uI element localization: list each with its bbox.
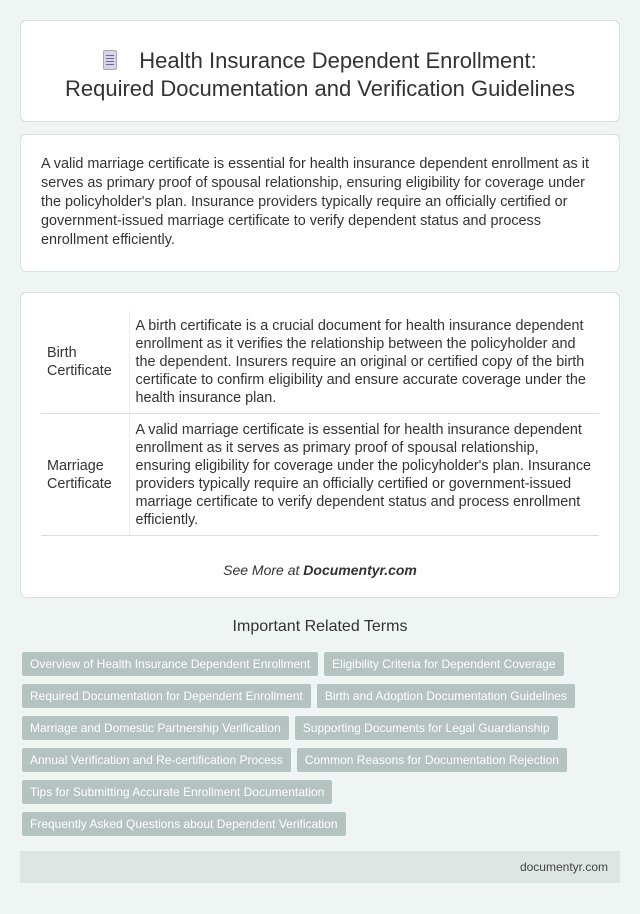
definitions-card bbox=[20, 292, 620, 598]
table-row bbox=[41, 414, 599, 536]
related-terms-list bbox=[22, 652, 622, 844]
title-line-2: Required Documentation and Verification Guidelines bbox=[65, 76, 575, 101]
related-term-tag[interactable]: Marriage and Domestic Partnership Verification bbox=[22, 716, 289, 740]
related-term-tag[interactable]: Overview of Health Insurance Dependent Enrollment bbox=[22, 652, 318, 676]
related-term-tag[interactable]: Tips for Submitting Accurate Enrollment Documentation bbox=[22, 780, 332, 804]
intro-card bbox=[20, 134, 620, 272]
related-term-tag[interactable]: Supporting Documents for Legal Guardianship bbox=[295, 716, 558, 740]
related-term-tag[interactable]: Frequently Asked Questions about Dependent Verification bbox=[22, 812, 346, 836]
related-term-tag[interactable]: Required Documentation for Dependent Enrollment bbox=[22, 684, 311, 708]
description-cell: A valid marriage certificate is essential for health insurance dependent enrollment as it serves as primary proof of spousal relationship, ensuring eligibility for coverage under the policyholder's plan. Insurance providers typically require an officially certified or government-issued marriage certificate to verify dependent status and process enrollment efficiently. bbox=[129, 414, 599, 536]
description-cell: A birth certificate is a crucial document for health insurance dependent enrollment as it verifies the relationship between the policyholder and the dependent. Insurers require an original or certified copy of the birth certificate to confirm eligibility and ensure accurate coverage under the health insurance plan. bbox=[129, 311, 599, 414]
related-term-tag[interactable]: Common Reasons for Documentation Rejection bbox=[297, 748, 567, 772]
definitions-table bbox=[41, 311, 599, 536]
see-more-link[interactable] bbox=[41, 562, 599, 578]
footer-site[interactable]: documentyr.com bbox=[519, 860, 608, 874]
title-card bbox=[20, 20, 620, 122]
term-cell: Marriage Certificate bbox=[41, 414, 129, 536]
document-icon bbox=[103, 50, 117, 70]
see-more-site[interactable]: Documentyr.com bbox=[303, 562, 417, 578]
related-terms-heading: Important Related Terms bbox=[232, 618, 408, 635]
see-more-prefix: See More at bbox=[223, 562, 304, 578]
related-term-tag[interactable]: Annual Verification and Re-certification Process bbox=[22, 748, 291, 772]
title-line-1: Health Insurance Dependent Enrollment: bbox=[139, 48, 537, 73]
related-term-tag[interactable]: Birth and Adoption Documentation Guidelines bbox=[317, 684, 575, 708]
term-cell: Birth Certificate bbox=[41, 311, 129, 414]
footer bbox=[20, 851, 620, 883]
intro-paragraph: A valid marriage certificate is essential for health insurance dependent enrollment as it serves as primary proof of spousal relationship, ensuring eligibility for coverage under the policyholder's plan. Insurance providers typically require an officially certified or government-issued marriage certificate to verify dependent status and process enrollment efficiently. bbox=[41, 156, 589, 248]
page-title bbox=[39, 47, 601, 103]
table-row bbox=[41, 311, 599, 414]
related-term-tag[interactable]: Eligibility Criteria for Dependent Coverage bbox=[324, 652, 563, 676]
